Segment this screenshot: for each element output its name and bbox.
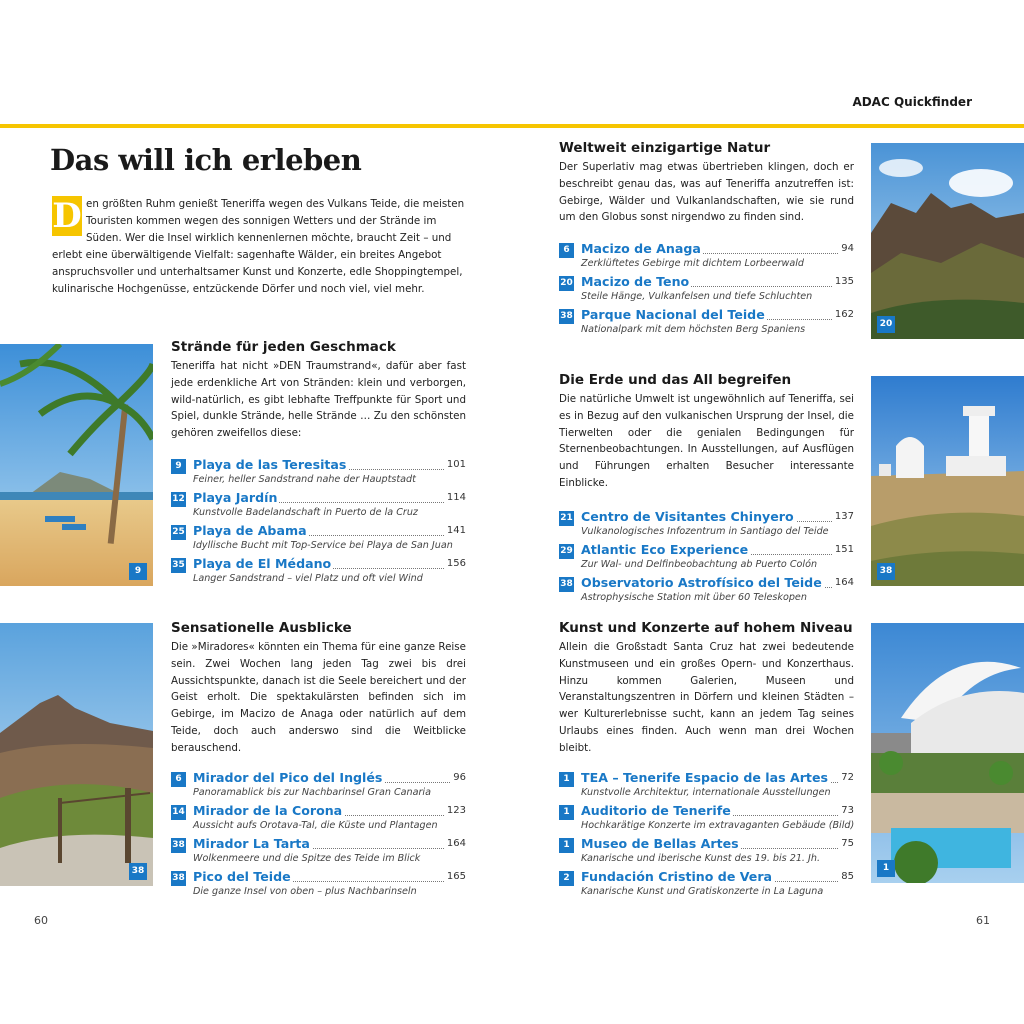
page-ref: 164 <box>834 576 854 588</box>
list-item[interactable] <box>171 523 466 556</box>
section-title: Strände für jeden Geschmack <box>171 339 396 355</box>
section-viewpoints <box>171 620 466 902</box>
entry-description: Kunstvolle Badelandschaft in Puerto de la Cruz <box>193 506 418 518</box>
entry-list <box>559 509 854 608</box>
entry-list <box>171 457 466 589</box>
entry-number-badge: 9 <box>171 459 186 474</box>
page-ref: 135 <box>834 276 854 288</box>
photo-badge: 38 <box>129 863 147 880</box>
entry-description: Langer Sandstrand – viel Platz und oft viel Wind <box>193 572 423 584</box>
entry-description: Nationalpark mit dem höchsten Berg Spaniens <box>581 324 806 336</box>
entry-description: Kunstvolle Architektur, internationale Ausstellungen <box>581 786 831 798</box>
page-ref: 151 <box>834 543 854 555</box>
page-number-left: 60 <box>34 914 48 927</box>
mountain-photo-illustration <box>871 143 1024 339</box>
page-ref: 137 <box>834 510 854 522</box>
entry-link[interactable]: Macizo de Teno <box>581 274 690 290</box>
page-ref: 123 <box>446 804 466 816</box>
entry-number-badge: 1 <box>559 772 574 787</box>
entry-number-badge: 14 <box>171 805 186 820</box>
entry-link[interactable]: Centro de Visitantes Chinyero <box>581 508 794 524</box>
entry-number-badge: 20 <box>559 276 574 291</box>
photo-badge: 38 <box>877 563 895 580</box>
list-item[interactable] <box>171 457 466 490</box>
section-title: Die Erde und das All begreifen <box>559 372 792 388</box>
section-earth-space <box>559 372 854 608</box>
entry-description: Vulkanologisches Infozentrum in Santiago del Teide <box>581 525 829 537</box>
page-ref: 156 <box>446 557 466 569</box>
entry-description: Aussicht aufs Orotava-Tal, die Küste und Plantagen <box>193 819 438 831</box>
section-beaches <box>171 339 466 589</box>
entry-number-badge: 38 <box>171 871 186 886</box>
page-ref: 73 <box>841 804 854 816</box>
entry-number-badge: 6 <box>171 772 186 787</box>
list-item[interactable] <box>559 241 854 274</box>
entry-description: Feiner, heller Sandstrand nahe der Hauptstadt <box>193 473 416 485</box>
page-ref: 165 <box>446 870 466 882</box>
entry-link[interactable]: Pico del Teide <box>193 868 291 884</box>
page-ref: 162 <box>834 309 854 321</box>
entry-number-badge: 38 <box>559 577 574 592</box>
entry-description: Zerklüftetes Gebirge mit dichtem Lorbeerwald <box>581 258 805 270</box>
list-item[interactable] <box>171 490 466 523</box>
entry-list <box>559 241 854 340</box>
photo-badge: 20 <box>877 316 895 333</box>
page-title: Das will ich erleben <box>50 143 362 177</box>
entry-description: Hochkarätige Konzerte im extravaganten Gebäude (Bild) <box>581 819 855 831</box>
list-item[interactable] <box>559 869 854 902</box>
entry-link[interactable]: Macizo de Anaga <box>581 241 701 257</box>
entry-number-badge: 38 <box>559 309 574 324</box>
list-item[interactable] <box>559 307 854 340</box>
photo-auditorium <box>871 623 1024 883</box>
entry-number-badge: 12 <box>171 492 186 507</box>
entry-number-badge: 2 <box>559 871 574 886</box>
entry-link[interactable]: Mirador de la Corona <box>193 802 343 818</box>
entry-link[interactable]: TEA – Tenerife Espacio de las Artes <box>581 769 828 785</box>
entry-description: Zur Wal- und Delfinbeobachtung ab Puerto Colón <box>581 558 818 570</box>
intro-text: en größten Ruhm genießt Teneriffa wegen des Vulkans Teide, die meisten Touristen kommen wegen des sonnigen Wetters und der Strände im Süden. Wer die Insel wirklich kennenlernen möchte, braucht Zeit – und erlebt eine überwältigende Vielfalt: sagenhafte Wälder, ein breites Angebot anspruchsvoller und unterhaltsamer Kunst und Konzerte, edle Shoppingtempel, kulinarische Hochgenüsse, entzückende Dörfer und noch viel, viel mehr. <box>52 198 465 295</box>
page-ref: 85 <box>841 870 854 882</box>
entry-link[interactable]: Playa de El Médano <box>193 555 332 571</box>
entry-description: Wolkenmeere und die Spitze des Teide im Blick <box>193 852 421 864</box>
entry-description: Kanarische und iberische Kunst des 19. bis 21. Jh. <box>581 852 820 864</box>
list-item[interactable] <box>559 770 854 803</box>
entry-number-badge: 1 <box>559 838 574 853</box>
list-item[interactable] <box>559 803 854 836</box>
section-title: Sensationelle Ausblicke <box>171 620 352 636</box>
entry-description: Steile Hänge, Vulkanfelsen und tiefe Schluchten <box>581 291 813 303</box>
page-ref: 94 <box>841 243 854 255</box>
entry-link[interactable]: Playa de las Teresitas <box>193 456 347 472</box>
entry-list <box>171 770 466 902</box>
entry-number-badge: 29 <box>559 544 574 559</box>
section-text: Die »Miradores« könnten ein Thema für eine ganze Reise sein. Zwei Wochen lang jeden Tag zwei bis drei Aussichtspunkte, danach ist die Seele bereichert und der Geist erholt. Die spektakulärsten befinden sich im Gebirge, im Macizo de Anaga oder natürlich auf dem Teide, doch auch anderswo sind die Weitblicke berauschend. <box>171 641 466 754</box>
section-text: Der Superlativ mag etwas übertrieben klingen, doch er beschreibt genau das, was auf Teneriffa anzutreffen ist: Gebirge, Wälder und Vulkanlandschaften, wie sie rund um den Globus sonst nirgendwo zu finden sind. <box>559 161 854 224</box>
entry-description: Die ganze Insel von oben – plus Nachbarinseln <box>193 885 417 897</box>
photo-mountains <box>871 143 1024 339</box>
page-ref: 96 <box>453 771 466 783</box>
entry-link[interactable]: Atlantic Eco Experience <box>581 541 749 557</box>
entry-number-badge: 35 <box>171 558 186 573</box>
photo-observatory <box>871 376 1024 586</box>
page-ref: 75 <box>841 837 854 849</box>
entry-link[interactable]: Fundación Cristino de Vera <box>581 868 773 884</box>
entry-number-badge: 38 <box>171 838 186 853</box>
entry-description: Panoramablick bis zur Nachbarinsel Gran Canaria <box>193 786 431 798</box>
header-label: ADAC Quickfinder <box>852 95 972 109</box>
page-number-right: 61 <box>976 914 990 927</box>
drop-cap: D <box>52 196 82 236</box>
entry-link[interactable]: Playa de Abama <box>193 522 307 538</box>
section-text: Allein die Großstadt Santa Cruz hat zwei bedeutende Kunstmuseen und ein großes Opern- und Konzerthaus. Hinzu kommen Galerien, Museen und Veranstaltungszentren in Dörfern und kleinen Städten – wer Kulturerlebnisse sucht, kann an jedem Tag seines Urlaubs eines finden. Auch wenn man drei Wochen bleibt. <box>559 641 854 754</box>
beach-photo-illustration <box>0 344 153 586</box>
photo-badge: 1 <box>877 860 895 877</box>
photo-beach <box>0 344 153 586</box>
entry-list <box>559 770 854 902</box>
list-item[interactable] <box>171 770 466 803</box>
entry-link[interactable]: Mirador del Pico del Inglés <box>193 769 383 785</box>
list-item[interactable] <box>559 274 854 307</box>
list-item[interactable] <box>559 575 854 608</box>
section-nature <box>559 140 854 340</box>
entry-link[interactable]: Parque Nacional del Teide <box>581 307 765 323</box>
entry-number-badge: 6 <box>559 243 574 258</box>
entry-link[interactable]: Mirador La Tarta <box>193 835 310 851</box>
entry-number-badge: 1 <box>559 805 574 820</box>
section-title: Kunst und Konzerte auf hohem Niveau <box>559 620 853 636</box>
entry-number-badge: 21 <box>559 511 574 526</box>
section-title: Weltweit einzigartige Natur <box>559 140 771 156</box>
observatory-photo-illustration <box>871 376 1024 586</box>
entry-description: Astrophysische Station mit über 60 Teleskopen <box>581 591 807 603</box>
entry-number-badge: 25 <box>171 525 186 540</box>
page-ref: 101 <box>446 458 466 470</box>
entry-description: Kanarische Kunst und Gratiskonzerte in La Laguna <box>581 885 824 897</box>
entry-link[interactable]: Playa Jardín <box>193 489 278 505</box>
entry-link[interactable]: Auditorio de Tenerife <box>581 802 731 818</box>
list-item[interactable] <box>171 869 466 902</box>
entry-link[interactable]: Museo de Bellas Artes <box>581 835 739 851</box>
page-ref: 72 <box>841 771 854 783</box>
entry-link[interactable]: Observatorio Astrofísico del Teide <box>581 574 822 590</box>
header-rule <box>0 124 1024 128</box>
page-ref: 114 <box>446 491 466 503</box>
list-item[interactable] <box>171 803 466 836</box>
page-ref: 141 <box>446 524 466 536</box>
viewpoint-photo-illustration <box>0 623 153 886</box>
section-arts <box>559 620 854 902</box>
list-item[interactable] <box>171 556 466 589</box>
photo-viewpoint <box>0 623 153 886</box>
auditorium-photo-illustration <box>871 623 1024 883</box>
section-text: Die natürliche Umwelt ist ungewöhnlich auf Teneriffa, sei es in Bezug auf den vulkanischen Ursprung der Insel, die Tierwelten oder die genialen Bedingungen für Sternenbeobachtungen. In Ausstellungen, auf Ausflügen und Führungen erhalten Besucher interessante Einblicke. <box>559 393 854 489</box>
page-ref: 164 <box>446 837 466 849</box>
intro-paragraph <box>52 196 466 298</box>
entry-description: Idyllische Bucht mit Top-Service bei Playa de San Juan <box>193 539 453 551</box>
list-item[interactable] <box>559 509 854 542</box>
section-text: Teneriffa hat nicht »DEN Traumstrand«, dafür aber fast jede erdenkliche Art von Stränden: klein und verborgen, wild-natürlich, es gibt lebhafte Treffpunkte für Sport und Spiel, dunkle Strände, helle Strände … Zu den schönsten gehören zweifellos diese: <box>171 360 466 440</box>
photo-badge: 9 <box>129 563 147 580</box>
list-item[interactable] <box>559 836 854 869</box>
list-item[interactable] <box>559 542 854 575</box>
list-item[interactable] <box>171 836 466 869</box>
